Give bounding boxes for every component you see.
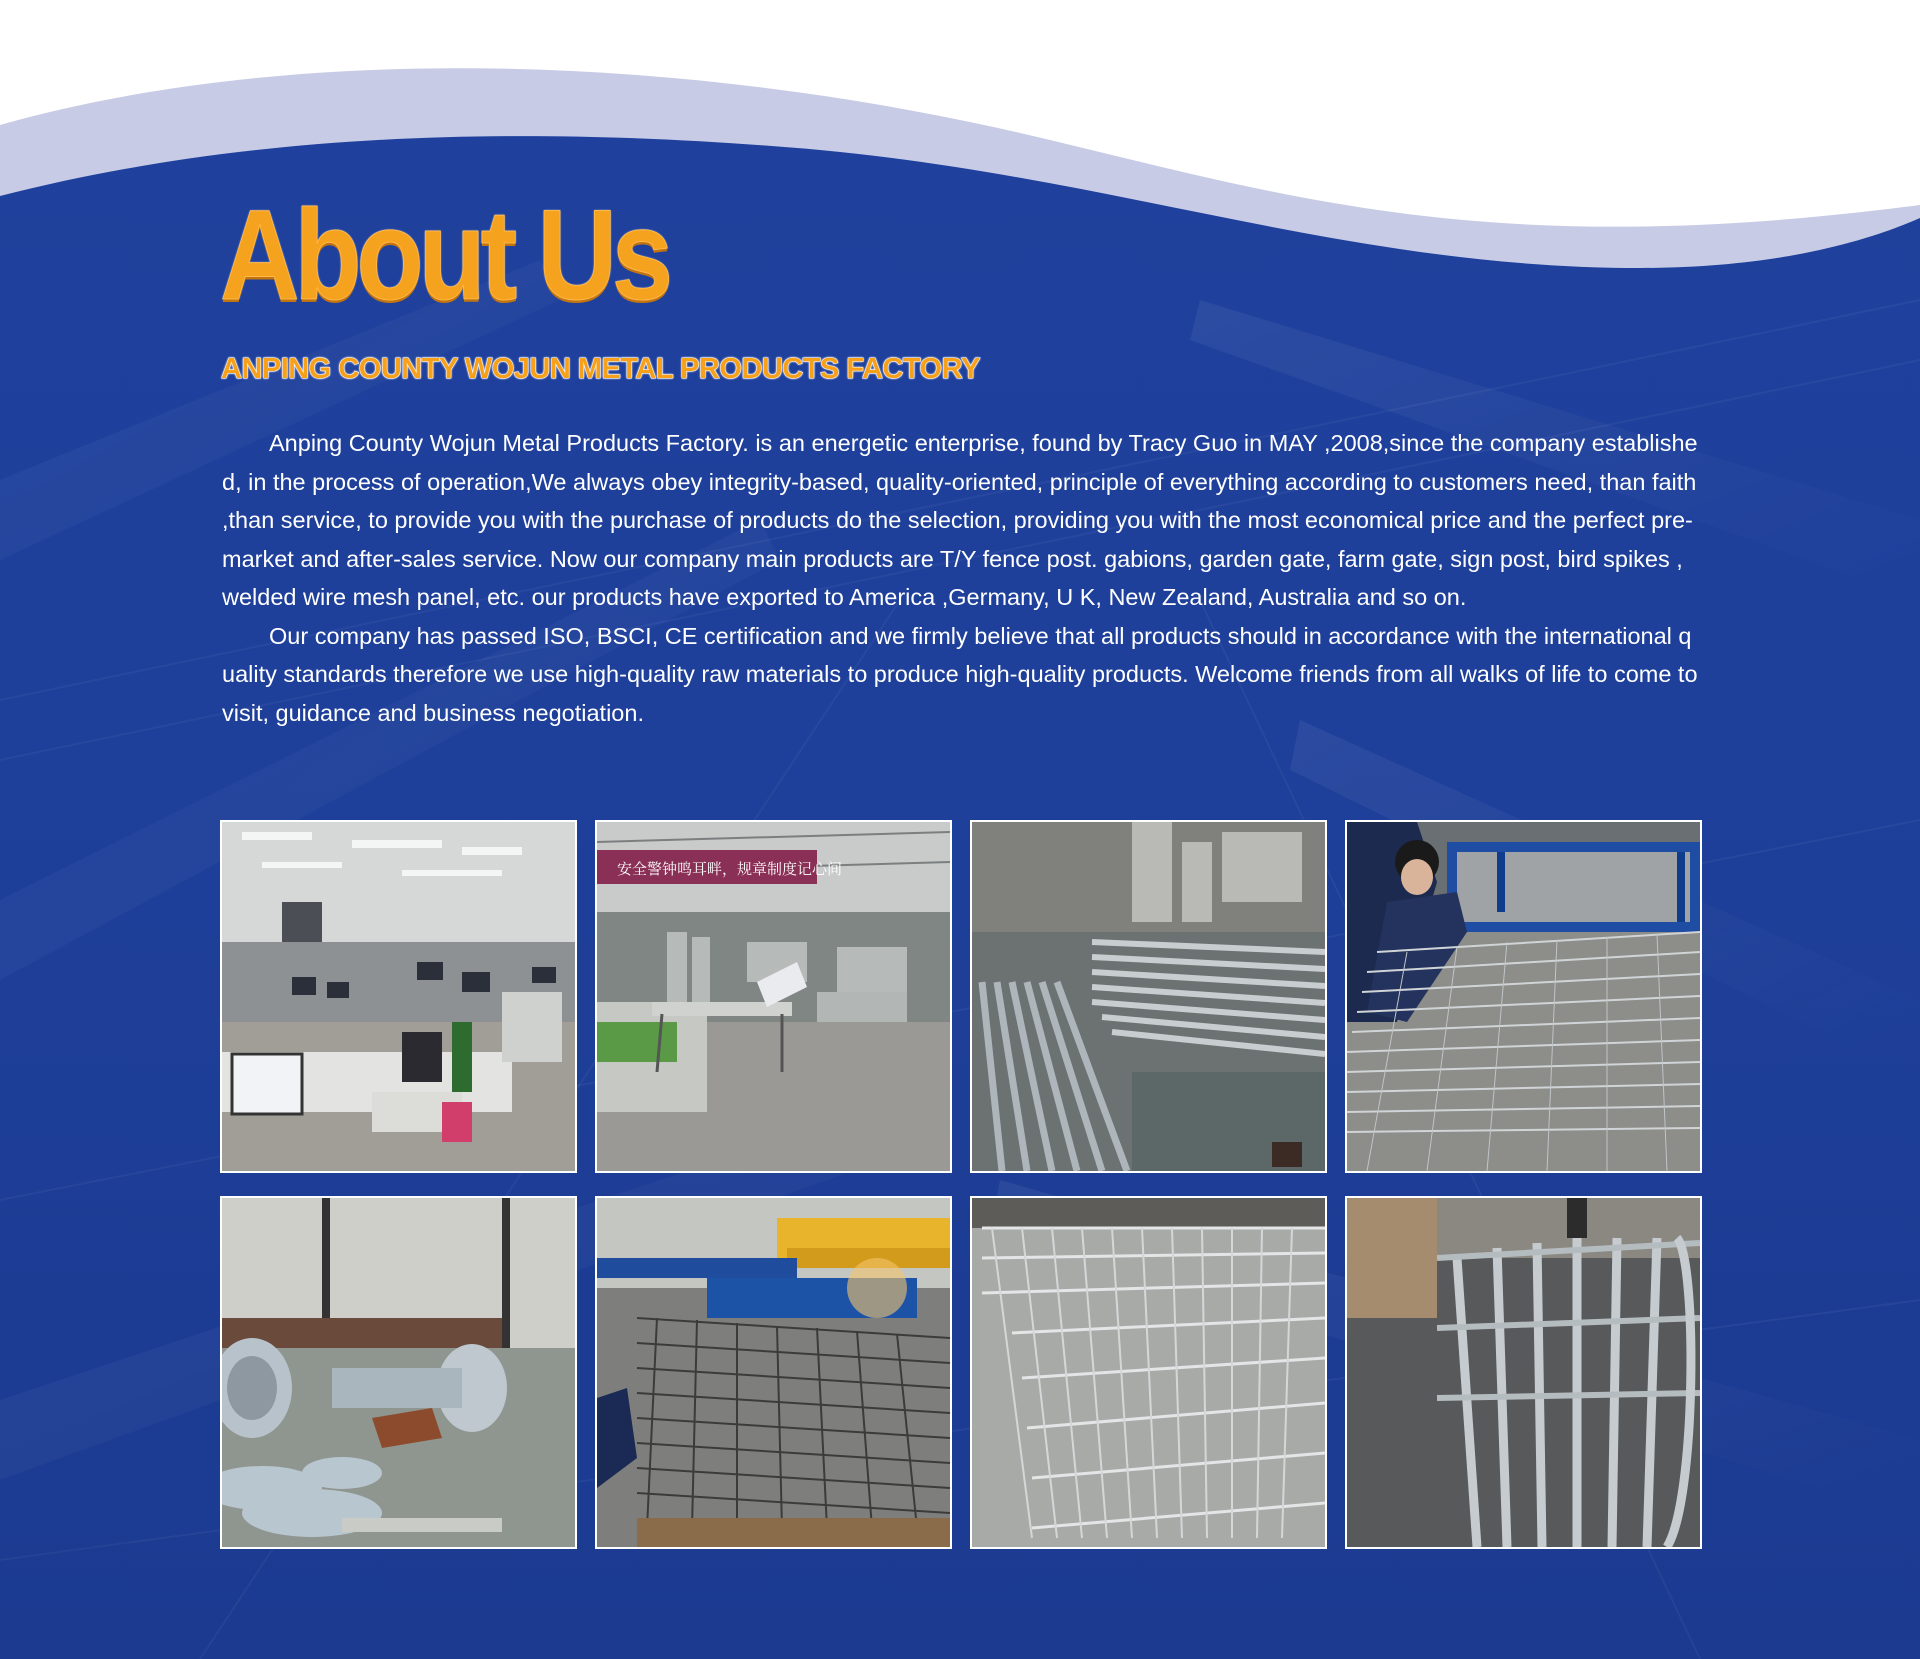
welding-line-photo-image	[597, 1198, 950, 1547]
photo-fence-panels[interactable]	[970, 1196, 1327, 1549]
photo-workshop[interactable]	[595, 820, 952, 1173]
photo-worker-mesh[interactable]	[1345, 820, 1702, 1173]
photo-steel-posts[interactable]	[970, 820, 1327, 1173]
description-paragraph-2: Our company has passed ISO, BSCI, CE certification and we firmly believe that all products should in accordance with the international quality standards therefore we use high-quality raw materials to produce high-quality products. Welcome friends from all walks of life to come to visit, guidance and business negotiation.	[222, 622, 1698, 726]
description-paragraph-1: Anping County Wojun Metal Products Factory. is an energetic enterprise, found by Tracy Guo in MAY ,2008,since the company established, in the process of operation,We always obey integrity-based, quality-oriented, principle of everything according to customers need, than faith ,than service, to provide you with the purchase of products do the selection, providing you with the most economical price and the perfect pre-market and after-sales service. Now our company main products are T/Y fence post. gabions, garden gate, farm gate, sign post, bird spikes , welded wire mesh panel, etc. our products have exported to America ,Germany, U K, New Zealand, Australia and so on.	[222, 430, 1698, 610]
photo-office[interactable]	[220, 820, 577, 1173]
page-title: About Us	[220, 184, 668, 327]
photo-farm-gates[interactable]	[1345, 1196, 1702, 1549]
steel-posts-photo-image	[972, 822, 1325, 1171]
fence-panels-photo-image	[972, 1198, 1325, 1547]
photo-chain-link[interactable]	[220, 1196, 577, 1549]
worker-mesh-photo-image	[1347, 822, 1700, 1171]
chain-link-photo-image	[222, 1198, 575, 1547]
farm-gates-photo-image	[1347, 1198, 1700, 1547]
factory-photo-gallery	[220, 820, 1698, 1550]
company-description	[222, 424, 1702, 732]
office-photo-image	[222, 822, 575, 1171]
workshop-banner-text: 安全警钟鸣耳畔，规章制度记心间	[617, 860, 843, 878]
company-name: ANPING COUNTY WOJUN METAL PRODUCTS FACTORY	[221, 353, 980, 385]
workshop-photo-image	[597, 822, 950, 1171]
photo-welding-line[interactable]	[595, 1196, 952, 1549]
